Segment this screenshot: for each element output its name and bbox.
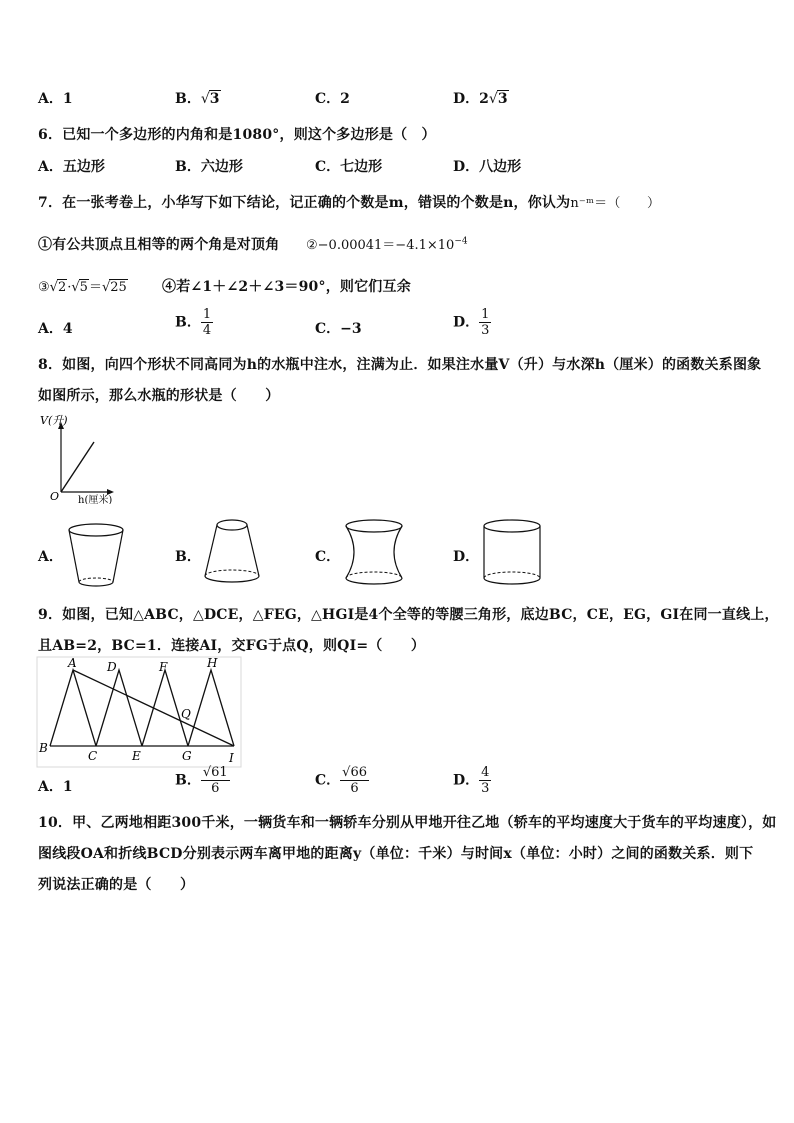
q7-option-c[interactable]: C．−3 — [315, 321, 362, 337]
q7-statement-2-label: ② — [306, 238, 318, 253]
q9-option-b[interactable] — [175, 766, 230, 795]
q9-option-d[interactable] — [453, 766, 491, 795]
q7-statement-2-expr: −0.00041＝−4.1×10 — [317, 238, 455, 253]
q6-option-c[interactable]: C．七边形 — [315, 159, 383, 175]
q7-statement-3: ③√2·√5＝√25 — [38, 280, 127, 295]
q9-stem-line-1: 9．如图，已知△ABC，△DCE，△FEG，△HGI是4个全等的等腰三角形，底边BC，CE，EG，GI在同一直线上， — [38, 607, 779, 623]
q9-option-c[interactable] — [315, 766, 369, 795]
q9-option-c-fraction — [340, 766, 369, 795]
q8-option-b[interactable]: B． — [175, 549, 201, 565]
q7-option-d-numerator: 1 — [481, 307, 490, 322]
q9-triangle-abc — [50, 670, 96, 746]
q8-option-b-vessel — [200, 516, 264, 588]
q5-option-a[interactable]: A．1 — [38, 91, 73, 107]
q9-label-a: A — [68, 656, 77, 670]
q9-segment-ai — [73, 670, 234, 746]
q9-option-a[interactable]: A．1 — [38, 779, 73, 795]
q9-stem-line-2: 且AB=2，BC=1．连接AI，交FG于点Q，则QI=（ ） — [38, 638, 426, 654]
q5-option-d-radicand: 3 — [497, 91, 508, 107]
q5-option-b-radicand: 3 — [209, 91, 220, 107]
q10-stem-line-2: 图线段OA和折线BCD分别表示两车离甲地的距离y（单位：千米）与时间x（单位：小时）之间的函数关系．则下 — [38, 846, 754, 862]
q5-option-c[interactable]: C．2 — [315, 91, 350, 107]
q9-option-d-fraction — [479, 766, 491, 795]
q9-label-g: G — [182, 749, 192, 763]
q9-option-d-numerator: 4 — [481, 765, 490, 780]
q9-label-d: D — [107, 660, 117, 674]
q7-option-d[interactable] — [453, 308, 491, 337]
q5-option-b[interactable]: B．√3 — [175, 91, 220, 107]
q7-stem-text: 7．在一张考卷上，小华写下如下结论，记正确的个数是m，错误的个数是n，你认为 — [38, 195, 571, 211]
q8-stem-line-1: 8．如图，向四个形状不同高同为h的水瓶中注水，注满为止．如果注水量V（升）与水深h（厘米）的函数关系图象 — [38, 357, 762, 373]
q7-statement-3-radicand-a: 2 — [57, 280, 67, 295]
q9-option-c-numerator: √66 — [342, 765, 367, 780]
q7-option-d-fraction — [479, 308, 491, 337]
q8-stem-line-2: 如图所示，那么水瓶的形状是（ ） — [38, 388, 280, 404]
q9-label-i: I — [229, 751, 234, 765]
q9-option-b-numerator: √61 — [202, 765, 228, 780]
q8-graph-h-label: h(厘米) — [78, 495, 113, 504]
q9-label-b: B — [39, 741, 48, 755]
q7-statement-4: ④若∠1＋∠2＋∠3＝90°，则它们互余 — [162, 279, 411, 295]
q7-option-b-fraction — [201, 308, 213, 337]
q9-option-d-label: D． — [453, 772, 480, 789]
q9-option-c-denominator: 6 — [350, 781, 359, 796]
q9-label-e: E — [132, 749, 141, 763]
q6-option-a[interactable]: A．五边形 — [38, 159, 105, 175]
q6-option-d[interactable]: D．八边形 — [453, 159, 522, 175]
q7-statement-1: ①有公共顶点且相等的两个角是对顶角 — [38, 237, 280, 253]
q6-stem: 6．已知一个多边形的内角和是1080°，则这个多边形是（ ） — [38, 127, 436, 143]
q7-option-a[interactable]: A．4 — [38, 321, 73, 337]
q8-graph-line — [61, 442, 94, 492]
q9-option-b-label: B． — [175, 772, 201, 789]
q10-stem-line-3: 列说法正确的是（ ） — [38, 877, 195, 893]
q9-label-c: C — [88, 749, 98, 763]
q9-option-b-fraction — [201, 766, 230, 795]
q7-expression: n⁻ᵐ＝（ ） — [570, 196, 661, 211]
q9-label-h: H — [207, 656, 218, 670]
q7-option-b-denominator: 4 — [202, 323, 212, 338]
q8-option-a[interactable]: A． — [38, 549, 63, 565]
q9-label-f: F — [159, 660, 168, 674]
q5-option-d-label: D．2 — [453, 91, 489, 107]
q8-option-a-vessel — [64, 520, 128, 590]
q9-figure — [36, 656, 242, 768]
q8-option-c[interactable]: C． — [315, 549, 341, 565]
q7-option-b-label: B． — [175, 314, 201, 331]
q9-option-d-denominator: 3 — [481, 781, 490, 796]
q5-option-b-label: B． — [175, 91, 201, 107]
q9-triangle-dce — [96, 670, 142, 746]
q7-option-d-label: D． — [453, 314, 480, 331]
q7-statement-2 — [306, 234, 468, 253]
q9-label-q: Q — [181, 707, 191, 721]
q5-option-d[interactable]: D．2√3 — [453, 91, 508, 107]
q9-option-c-label: C． — [315, 772, 341, 789]
q7-statement-3-radicand-b: 5 — [79, 280, 88, 295]
q8-option-d-vessel — [478, 516, 546, 588]
q9-option-b-denominator: 6 — [211, 781, 220, 796]
q7-option-b[interactable] — [175, 308, 213, 337]
q10-stem-line-1: 10．甲、乙两地相距300千米，一辆货车和一辆轿车分别从甲地开往乙地（轿车的平均速度大于货车的平均速度），如 — [38, 815, 777, 831]
q7-option-b-numerator: 1 — [202, 307, 212, 322]
q7-statement-2-exponent: −4 — [454, 236, 468, 247]
q8-graph — [36, 412, 126, 504]
q7-option-d-denominator: 3 — [481, 323, 490, 338]
q7-statement-3-radicand-c: 25 — [110, 280, 127, 295]
q8-graph-origin: O — [50, 490, 60, 503]
q8-graph-v-label: V(升) — [40, 414, 68, 427]
q7-statement-3-label: ③ — [38, 280, 50, 295]
q8-option-c-vessel — [340, 516, 408, 588]
q8-option-d[interactable]: D． — [453, 549, 480, 565]
q7-stem — [38, 192, 660, 212]
q6-option-b[interactable]: B．六边形 — [175, 159, 243, 175]
